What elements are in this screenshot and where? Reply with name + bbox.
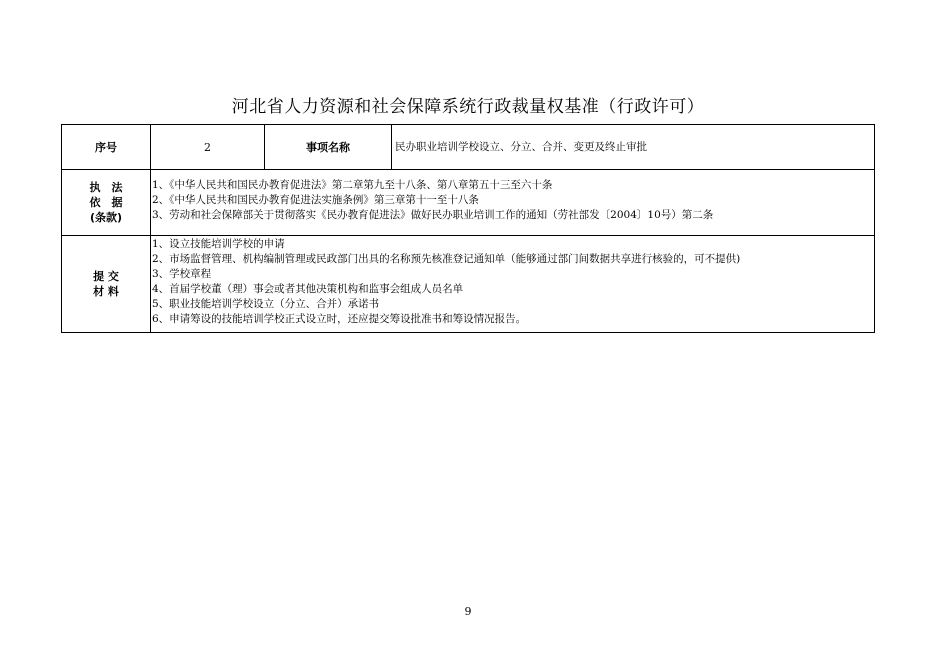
page-title: 河北省人力资源和社会保障系统行政裁量权基准（行政许可） — [231, 97, 705, 117]
list-item: 5、职业技能培训学校设立（分立、合并）承诺书 — [152, 298, 380, 310]
page-number: 9 — [464, 605, 472, 618]
materials-label-line: 材 料 — [93, 285, 119, 298]
list-item: 3、劳动和社会保障部关于贯彻落实《民办教育促进法》做好民办职业培训工作的通知（劳社部发〔2004〕10号）第二条 — [152, 209, 714, 221]
item-name-value: 民办职业培训学校设立、分立、合并、变更及终止审批 — [392, 125, 875, 170]
list-item: 6、申请筹设的技能培训学校正式设立时，还应提交筹设批准书和筹设情况报告。 — [152, 313, 527, 325]
seq-value: 2 — [151, 125, 265, 170]
header-row — [62, 125, 875, 170]
list-item: 2、市场监督管理、机构编制管理或民政部门出具的名称预先核准登记通知单（能够通过部门间数据共享进行核验的，可不提供) — [152, 253, 741, 265]
materials-label — [62, 236, 151, 333]
materials-content — [151, 236, 875, 333]
list-item: 2、《中华人民共和国民办教育促进法实施条例》第三章第十一至十八条 — [152, 194, 479, 206]
legal-basis-label-line: 依 据 — [89, 196, 123, 209]
seq-label: 序号 — [62, 125, 151, 170]
legal-basis-content — [151, 170, 875, 236]
materials-label-line: 提 交 — [93, 270, 119, 283]
list-item: 1、《中华人民共和国民办教育促进法》第二章第九至十八条、第八章第五十三至六十条 — [152, 179, 553, 191]
legal-basis-label — [62, 170, 151, 236]
list-item: 1、设立技能培训学校的申请 — [152, 238, 285, 250]
materials-row — [62, 236, 875, 333]
legal-basis-label-line: 执 法 — [89, 181, 123, 194]
item-name-label: 事项名称 — [265, 125, 392, 170]
list-item: 4、首届学校董（理）事会或者其他决策机构和监事会组成人员名单 — [152, 283, 464, 295]
list-item: 3、学校章程 — [152, 268, 212, 280]
legal-basis-row — [62, 170, 875, 236]
legal-basis-label-line: (条款) — [89, 211, 123, 224]
approval-standard-table — [61, 124, 875, 333]
